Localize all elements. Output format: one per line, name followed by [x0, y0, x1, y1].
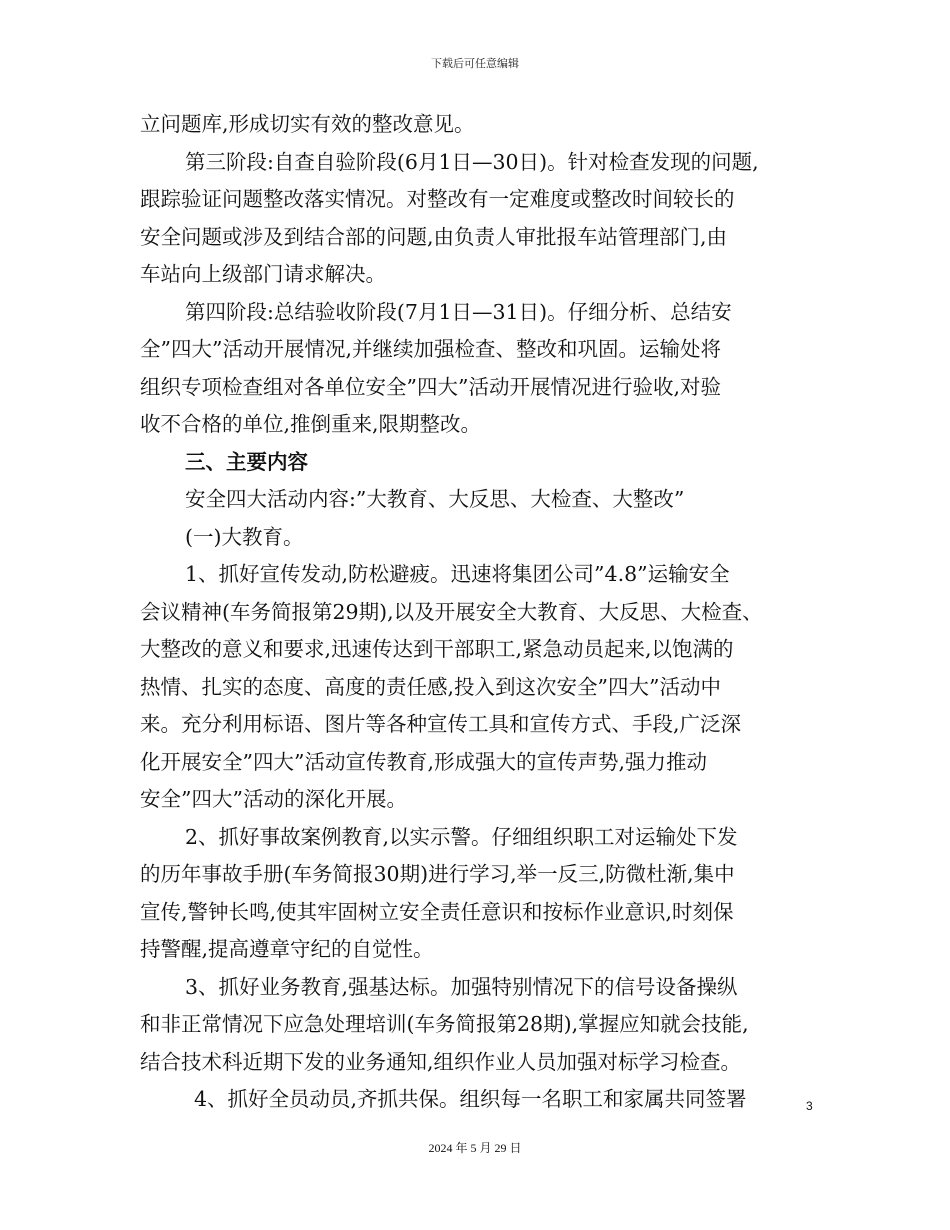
body-line: 结合技术科近期下发的业务通知,组织作业人员加强对标学习检查。: [140, 1049, 742, 1074]
document-body: [140, 106, 820, 1119]
paragraph-item-2: 2、抓好事故案例教育,以实示警。仔细组织职工对运输处下发: [185, 824, 738, 849]
paragraph-item-3: 3、抓好业务教育,强基达标。加强特别情况下的信号设备操纵: [185, 974, 738, 999]
body-line: 来。充分利用标语、图片等各种宣传工具和宣传方式、手段,广泛深: [140, 712, 742, 736]
body-line: 会议精神(车务简报第29期),以及开展安全大教育、大反思、大检查、: [140, 599, 763, 624]
subsection-heading: (一)大教育。: [185, 524, 304, 549]
body-line: 化开展安全”四大”活动宣传教育,形成强大的宣传声势,强力推动: [140, 749, 707, 774]
body-line: 车站向上级部门请求解决。: [140, 262, 386, 286]
page-number: 3: [806, 1099, 813, 1113]
section-summary: 安全四大活动内容:”大教育、大反思、大检查、大整改”: [185, 487, 685, 511]
body-line: 立问题库,形成切实有效的整改意见。: [140, 112, 475, 136]
body-line: 持警醒,提高遵章守纪的自觉性。: [140, 937, 434, 961]
body-line: 跟踪验证问题整改落实情况。对整改有一定难度或整改时间较长的: [140, 187, 735, 211]
body-line: 安全”四大”活动的深化开展。: [140, 787, 407, 811]
body-line: 组织专项检查组对各单位安全”四大”活动开展情况进行验收,对验: [140, 374, 721, 399]
body-line: 热情、扎实的态度、高度的责任感,投入到这次安全”四大”活动中: [140, 674, 721, 699]
body-line: 收不合格的单位,推倒重来,限期整改。: [140, 412, 482, 436]
body-line: 宣传,警钟长鸣,使其牢固树立安全责任意识和按标作业意识,时刻保: [140, 899, 734, 924]
body-line: 安全问题或涉及到结合部的问题,由负责人审批报车站管理部门,由: [140, 224, 728, 249]
page-header: 下载后可任意编辑: [431, 57, 519, 70]
body-line: 大整改的意义和要求,迅速传达到干部职工,紧急动员起来,以饱满的: [140, 637, 734, 661]
body-line: 和非正常情况下应急处理培训(车务简报第28期),掌握应知就会技能,: [140, 1012, 749, 1036]
body-line: 全”四大”活动开展情况,并继续加强检查、整改和巩固。运输处将: [140, 337, 721, 361]
paragraph-item-1: 1、抓好宣传发动,防松避疲。迅速将集团公司”4.8”运输安全: [185, 562, 730, 586]
page-footer-date: 2024 年 5 月 29 日: [428, 1141, 522, 1155]
body-line: 的历年事故手册(车务简报30期)进行学习,举一反三,防微杜渐,集中: [140, 862, 735, 886]
paragraph-stage-four: 第四阶段:总结验收阶段(7月1日—31日)。仔细分析、总结安: [185, 299, 732, 324]
paragraph-item-4: 4、抓好全员动员,齐抓共保。组织每一名职工和家属共同签署: [194, 1087, 747, 1111]
section-heading: 三、主要内容: [185, 449, 308, 474]
paragraph-stage-three: 第三阶段:自查自验阶段(6月1日—30日)。针对检查发现的问题,: [185, 149, 759, 174]
